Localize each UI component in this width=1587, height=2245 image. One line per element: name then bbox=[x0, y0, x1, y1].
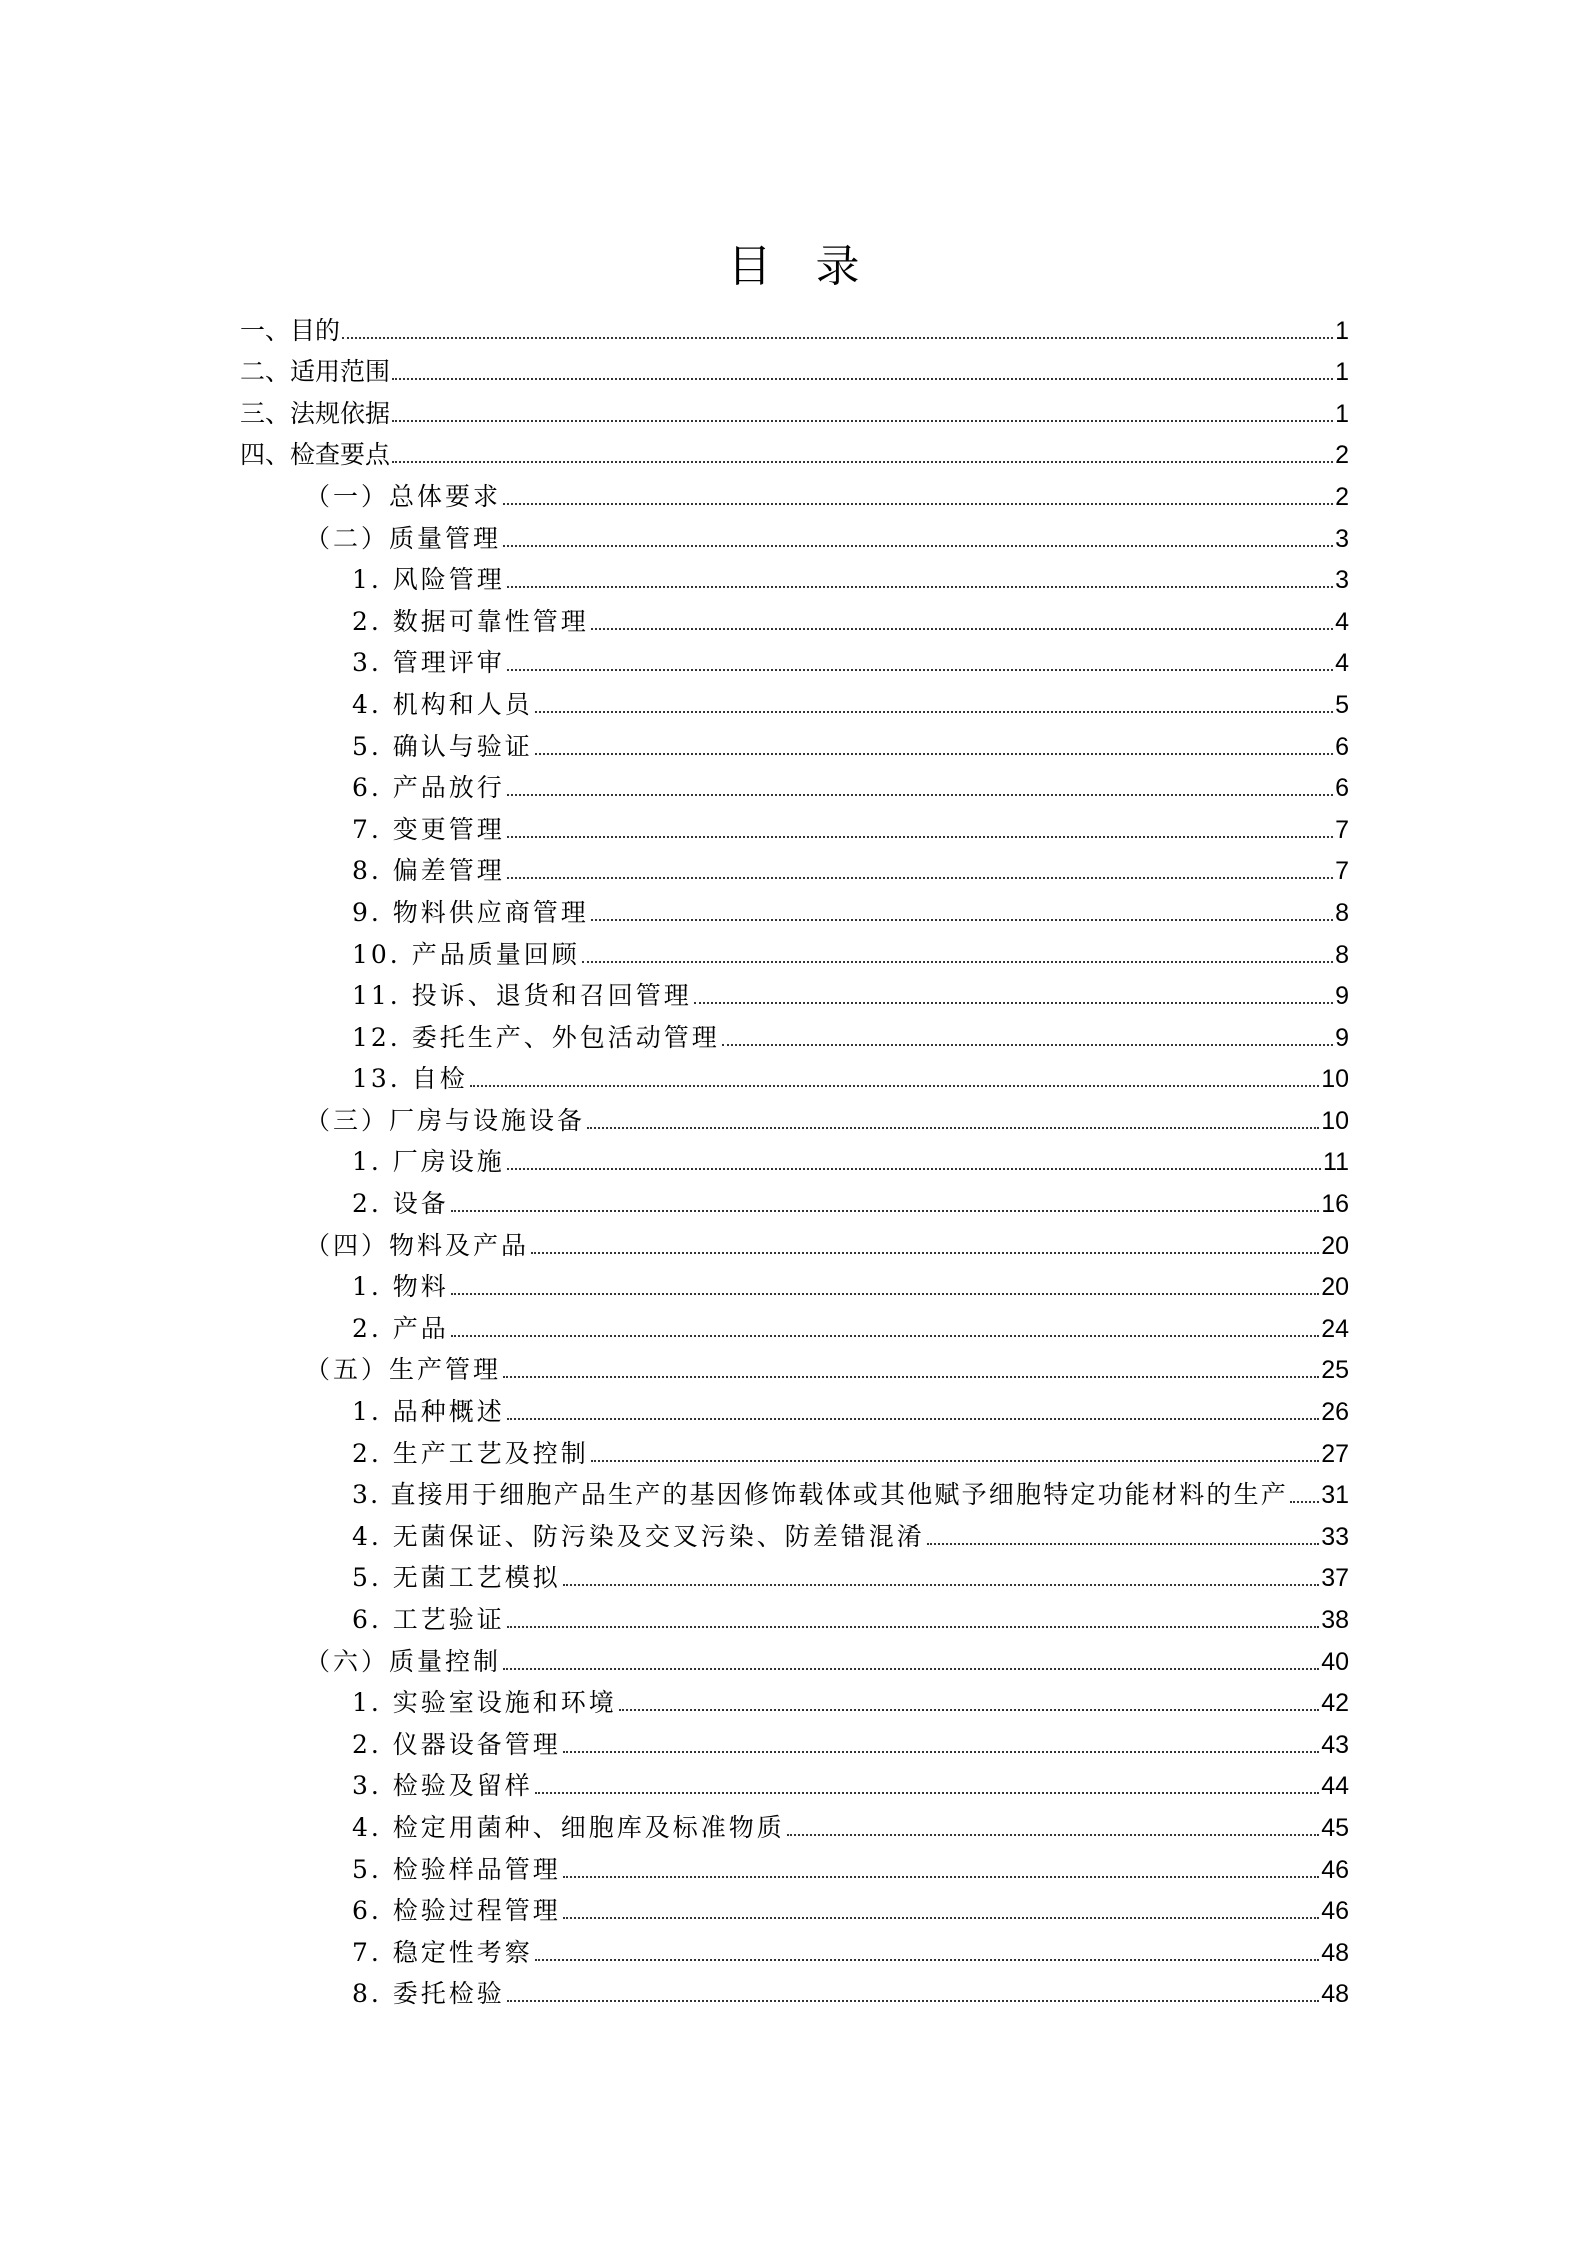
toc-entry-page-number: 7 bbox=[1335, 815, 1349, 844]
toc-entry-page-number: 38 bbox=[1321, 1606, 1349, 1634]
toc-entry-label: （四）物料及产品 bbox=[305, 1230, 530, 1260]
toc-entry-label: 2. 产品 bbox=[352, 1313, 449, 1343]
toc-entry-page-number: 48 bbox=[1321, 1980, 1349, 2009]
toc-entry-page-number: 10 bbox=[1321, 1106, 1349, 1135]
toc-entry-label: 7. 变更管理 bbox=[352, 814, 505, 844]
dot-leader bbox=[563, 1876, 1319, 1878]
toc-entry-label: （六）质量控制 bbox=[305, 1646, 502, 1676]
toc-entry-label: 2. 生产工艺及控制 bbox=[352, 1438, 589, 1468]
toc-entry-label: 9. 物料供应商管理 bbox=[352, 897, 589, 927]
dot-leader bbox=[507, 877, 1333, 879]
dot-leader bbox=[392, 461, 1333, 463]
dot-leader bbox=[619, 1709, 1319, 1711]
toc-entry[interactable] bbox=[0, 934, 1587, 976]
toc-entry-page-number: 16 bbox=[1321, 1190, 1349, 1219]
dot-leader bbox=[1290, 1501, 1319, 1503]
toc-entry[interactable] bbox=[0, 1807, 1587, 1849]
toc-entry-page-number: 33 bbox=[1321, 1522, 1349, 1551]
dot-leader bbox=[535, 1792, 1319, 1794]
dot-leader bbox=[503, 545, 1333, 547]
toc-entry[interactable] bbox=[0, 518, 1587, 560]
toc-entry[interactable] bbox=[0, 1308, 1587, 1350]
toc-entry-page-number: 26 bbox=[1321, 1398, 1349, 1427]
toc-entry-page-number: 7 bbox=[1335, 857, 1349, 886]
toc-entry[interactable] bbox=[0, 1683, 1587, 1725]
toc-entry[interactable] bbox=[0, 1183, 1587, 1225]
dot-leader bbox=[535, 711, 1333, 713]
toc-entry-page-number: 24 bbox=[1321, 1314, 1349, 1343]
dot-leader bbox=[507, 794, 1333, 796]
toc-entry[interactable] bbox=[0, 1516, 1587, 1558]
toc-entry-label: 四、检查要点 bbox=[240, 440, 391, 470]
toc-entry[interactable] bbox=[0, 1641, 1587, 1683]
toc-entry-page-number: 2 bbox=[1335, 441, 1349, 470]
dot-leader bbox=[470, 1085, 1319, 1087]
dot-leader bbox=[563, 1917, 1319, 1919]
dot-leader bbox=[507, 1626, 1319, 1628]
toc-entry[interactable] bbox=[0, 435, 1587, 477]
toc-entry-label: 4. 无菌保证、防污染及交叉污染、防差错混淆 bbox=[352, 1521, 925, 1551]
toc-entry-label: 4. 检定用菌种、细胞库及标准物质 bbox=[352, 1812, 785, 1842]
dot-leader bbox=[507, 2000, 1319, 2002]
toc-entry[interactable] bbox=[0, 601, 1587, 643]
toc-entry-label: 12. 委托生产、外包活动管理 bbox=[352, 1022, 720, 1052]
toc-entry[interactable] bbox=[0, 1017, 1587, 1059]
toc-entry-label: 1. 品种概述 bbox=[352, 1397, 505, 1427]
toc-entry-page-number: 10 bbox=[1321, 1065, 1349, 1094]
toc-entry[interactable] bbox=[0, 1974, 1587, 2016]
toc-entry[interactable] bbox=[0, 1932, 1587, 1974]
toc-entry-label: （二）质量管理 bbox=[305, 523, 502, 553]
toc-entry-label: 二、适用范围 bbox=[240, 357, 391, 387]
toc-entry[interactable] bbox=[0, 1891, 1587, 1933]
toc-entry-page-number: 31 bbox=[1321, 1481, 1349, 1510]
toc-entry-page-number: 9 bbox=[1335, 1023, 1349, 1052]
toc-entry[interactable] bbox=[0, 352, 1587, 394]
toc-entry[interactable] bbox=[0, 1724, 1587, 1766]
toc-entry-label: 三、法规依据 bbox=[240, 398, 391, 428]
toc-entry-label: 1. 厂房设施 bbox=[352, 1147, 505, 1177]
dot-leader bbox=[392, 378, 1333, 380]
toc-entry[interactable] bbox=[0, 976, 1587, 1018]
toc-entry-page-number: 42 bbox=[1321, 1689, 1349, 1718]
toc-entry-label: 10. 产品质量回顾 bbox=[352, 939, 580, 969]
dot-leader bbox=[503, 503, 1333, 505]
dot-leader bbox=[503, 1668, 1319, 1670]
dot-leader bbox=[563, 1584, 1319, 1586]
dot-leader bbox=[587, 1127, 1319, 1129]
dot-leader bbox=[591, 919, 1333, 921]
dot-leader bbox=[535, 1959, 1319, 1961]
toc-entry[interactable] bbox=[0, 1142, 1587, 1184]
toc-entry-page-number: 44 bbox=[1321, 1772, 1349, 1801]
toc-entry-label: 13. 自检 bbox=[352, 1064, 468, 1094]
dot-leader bbox=[451, 1293, 1319, 1295]
toc-entry[interactable] bbox=[0, 310, 1587, 352]
toc-entry-page-number: 3 bbox=[1335, 566, 1349, 595]
toc-entry-page-number: 11 bbox=[1323, 1148, 1349, 1177]
toc-entry-label: 1. 实验室设施和环境 bbox=[352, 1688, 617, 1718]
toc-entry-page-number: 1 bbox=[1335, 358, 1349, 387]
toc-entry[interactable] bbox=[0, 1475, 1587, 1517]
toc-entry-label: （三）厂房与设施设备 bbox=[305, 1105, 586, 1135]
toc-entry-page-number: 6 bbox=[1335, 732, 1349, 761]
toc-entry-page-number: 4 bbox=[1335, 607, 1349, 636]
toc-entry[interactable] bbox=[0, 1059, 1587, 1101]
toc-entry-page-number: 20 bbox=[1321, 1273, 1349, 1302]
toc-entry-label: 2. 设备 bbox=[352, 1189, 449, 1219]
toc-entry-label: 3. 管理评审 bbox=[352, 648, 505, 678]
toc-entry[interactable] bbox=[0, 393, 1587, 435]
toc-entry-label: 8. 偏差管理 bbox=[352, 856, 505, 886]
toc-entry-page-number: 2 bbox=[1335, 482, 1349, 511]
dot-leader bbox=[531, 1252, 1319, 1254]
toc-entry-label: 6. 工艺验证 bbox=[352, 1605, 505, 1634]
toc-entry-label: 1. 物料 bbox=[352, 1272, 449, 1302]
toc-entry-label: 8. 委托检验 bbox=[352, 1979, 505, 2009]
dot-leader bbox=[535, 753, 1333, 755]
toc-entry[interactable] bbox=[0, 1558, 1587, 1600]
dot-leader bbox=[451, 1210, 1319, 1212]
toc-entry-label: 2. 数据可靠性管理 bbox=[352, 606, 589, 636]
toc-entry[interactable] bbox=[0, 1350, 1587, 1392]
toc-entry-page-number: 9 bbox=[1335, 982, 1349, 1011]
dot-leader bbox=[591, 1460, 1319, 1462]
toc-entry-label: 5. 无菌工艺模拟 bbox=[352, 1563, 561, 1593]
dot-leader bbox=[563, 1751, 1319, 1753]
toc-entry[interactable] bbox=[0, 851, 1587, 893]
toc-entry-page-number: 3 bbox=[1335, 524, 1349, 553]
dot-leader bbox=[787, 1834, 1319, 1836]
toc-entry-page-number: 1 bbox=[1335, 316, 1349, 345]
dot-leader bbox=[507, 1168, 1321, 1170]
toc-entry-label: 5. 确认与验证 bbox=[352, 731, 533, 761]
toc-entry-label: （五）生产管理 bbox=[305, 1355, 502, 1385]
toc-entry-label: 6. 产品放行 bbox=[352, 773, 505, 803]
dot-leader bbox=[582, 961, 1333, 963]
toc-entry-page-number: 8 bbox=[1335, 898, 1349, 927]
toc-entry-page-number: 45 bbox=[1321, 1813, 1349, 1842]
toc-entry[interactable] bbox=[0, 1433, 1587, 1475]
toc-entry-page-number: 27 bbox=[1321, 1439, 1349, 1468]
toc-entry[interactable] bbox=[0, 892, 1587, 934]
dot-leader bbox=[451, 1335, 1319, 1337]
toc-entry-label: 一、目的 bbox=[240, 315, 341, 345]
dot-leader bbox=[722, 1044, 1333, 1046]
toc-list bbox=[0, 310, 1587, 2015]
dot-leader bbox=[392, 420, 1333, 422]
toc-entry-page-number: 1 bbox=[1335, 399, 1349, 428]
toc-entry-page-number: 8 bbox=[1335, 940, 1349, 969]
toc-entry-label: （一）总体要求 bbox=[305, 481, 502, 511]
toc-entry-page-number: 37 bbox=[1321, 1564, 1349, 1593]
toc-entry-page-number: 48 bbox=[1321, 1938, 1349, 1967]
toc-entry-label: 5. 检验样品管理 bbox=[352, 1854, 561, 1884]
toc-entry-page-number: 5 bbox=[1335, 690, 1349, 719]
toc-entry[interactable] bbox=[0, 768, 1587, 810]
toc-entry-label: 11. 投诉、退货和召回管理 bbox=[352, 981, 692, 1011]
toc-entry[interactable] bbox=[0, 476, 1587, 518]
toc-entry[interactable] bbox=[0, 1849, 1587, 1891]
toc-entry[interactable] bbox=[0, 560, 1587, 602]
toc-entry-page-number: 43 bbox=[1321, 1730, 1349, 1759]
toc-entry[interactable] bbox=[0, 643, 1587, 685]
dot-leader bbox=[503, 1376, 1319, 1378]
toc-entry-label: 1. 风险管理 bbox=[352, 565, 505, 595]
toc-entry-page-number: 46 bbox=[1321, 1855, 1349, 1884]
toc-entry-label: 2. 仪器设备管理 bbox=[352, 1729, 561, 1759]
toc-entry[interactable] bbox=[0, 1100, 1587, 1142]
toc-entry[interactable] bbox=[0, 684, 1587, 726]
toc-entry[interactable] bbox=[0, 1225, 1587, 1267]
dot-leader bbox=[591, 628, 1333, 630]
toc-entry[interactable] bbox=[0, 1766, 1587, 1808]
toc-entry-label: 6. 检验过程管理 bbox=[352, 1896, 561, 1926]
toc-entry[interactable] bbox=[0, 726, 1587, 768]
toc-title: 目录 bbox=[727, 241, 904, 292]
dot-leader bbox=[507, 669, 1333, 671]
toc-entry[interactable] bbox=[0, 1391, 1587, 1433]
dot-leader bbox=[507, 1418, 1319, 1420]
dot-leader bbox=[507, 836, 1333, 838]
toc-entry-label: 4. 机构和人员 bbox=[352, 689, 533, 719]
toc-entry-page-number: 46 bbox=[1321, 1897, 1349, 1926]
dot-leader bbox=[342, 337, 1333, 339]
dot-leader bbox=[694, 1002, 1333, 1004]
dot-leader bbox=[927, 1543, 1319, 1545]
toc-entry-page-number: 4 bbox=[1335, 649, 1349, 678]
toc-entry-page-number: 20 bbox=[1321, 1231, 1349, 1260]
toc-entry-page-number: 40 bbox=[1321, 1647, 1349, 1676]
toc-entry-label: 3. 检验及留样 bbox=[352, 1771, 533, 1801]
toc-entry-label: 7. 稳定性考察 bbox=[352, 1937, 533, 1967]
toc-entry-label: 3. 直接用于细胞产品生产的基因修饰载体或其他赋予细胞特定功能材料的生产 bbox=[352, 1480, 1289, 1510]
toc-entry-page-number: 25 bbox=[1321, 1356, 1349, 1385]
toc-entry-page-number: 6 bbox=[1335, 774, 1349, 803]
dot-leader bbox=[507, 586, 1333, 588]
toc-entry[interactable] bbox=[0, 1599, 1587, 1641]
toc-entry[interactable] bbox=[0, 809, 1587, 851]
toc-entry[interactable] bbox=[0, 1267, 1587, 1309]
